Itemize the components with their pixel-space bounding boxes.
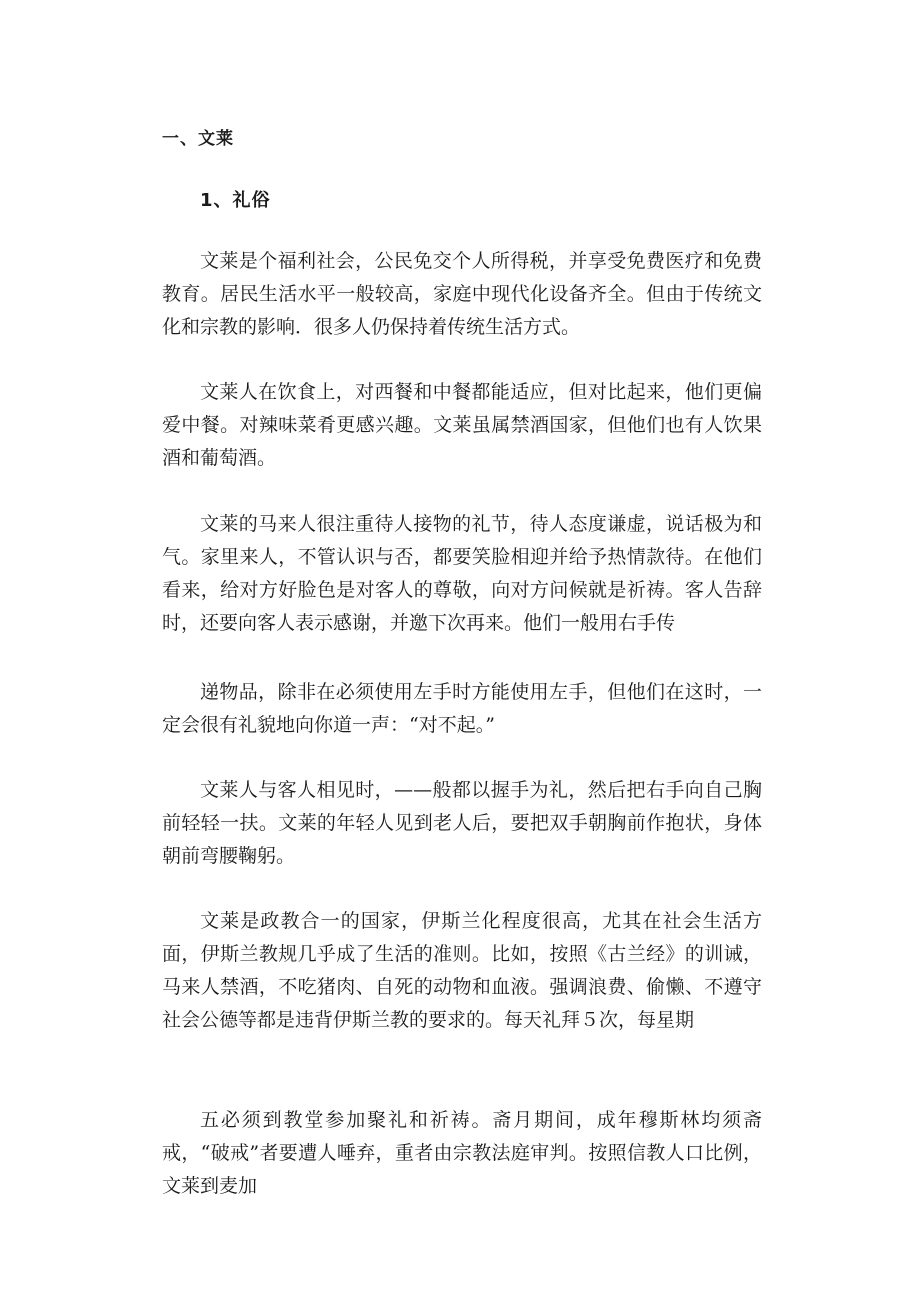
paragraph-etiquette: 文莱的马来人很注重待人接物的礼节，待人态度谦虚，说话极为和气。家里来人，不管认识与否，都要笑脸相迎并给予热情款待。在他们看来，给对方好脸色是对客人的尊敬，向对方问候就是祈祷。客人告辞时，还要向客人表示感谢，并邀下次再来。他们一般用右手传 (162, 513, 762, 634)
paragraph-religion: 文莱是政教合一的国家，伊斯兰化程度很高，尤其在社会生活方面，伊斯兰教规几乎成了生活的准则。比如，按照《古兰经》的训诫，马来人禁酒，不吃猪肉、自死的动物和血液。强调浪费、偷懒、不遵守社会公德等都是违背伊斯兰教的要求的。每天礼拜５次，每星期 (162, 910, 762, 1031)
paragraph-left-hand: 递物品，除非在必须使用左手时方能使用左手，但他们在这时，一定会很有礼貌地向你道一声：“对不起。” (162, 681, 762, 736)
paragraph-greeting: 文莱人与客人相见时，——般都以握手为礼，然后把右手向自己胸前轻轻一扶。文莱的年轻人见到老人后，要把双手朝胸前作抱状，身体朝前弯腰鞠躬。 (162, 779, 762, 867)
sub-title: 1、礼俗 (200, 190, 271, 211)
section-title: 一、文莱 (162, 129, 234, 149)
paragraph-diet: 文莱人在饮食上，对西餐和中餐都能适应，但对比起来，他们更偏爱中餐。对辣味菜肴更感兴趣。文莱虽属禁酒国家，但他们也有人饮果酒和葡萄酒。 (162, 381, 762, 469)
paragraph-welfare: 文莱是个福利社会，公民免交个人所得税，并享受免费医疗和免费教育。居民生活水平一般较高，家庭中现代化设备齐全。但由于传统文化和宗教的影响．很多人仍保持着传统生活方式。 (162, 250, 762, 338)
paragraph-fasting: 五必须到教堂参加聚礼和祈祷。斋月期间，成年穆斯林均须斋戒，“破戒”者要遭人唾弃，重者由宗教法庭审判。按照信教人口比例，文莱到麦加 (162, 1109, 762, 1197)
